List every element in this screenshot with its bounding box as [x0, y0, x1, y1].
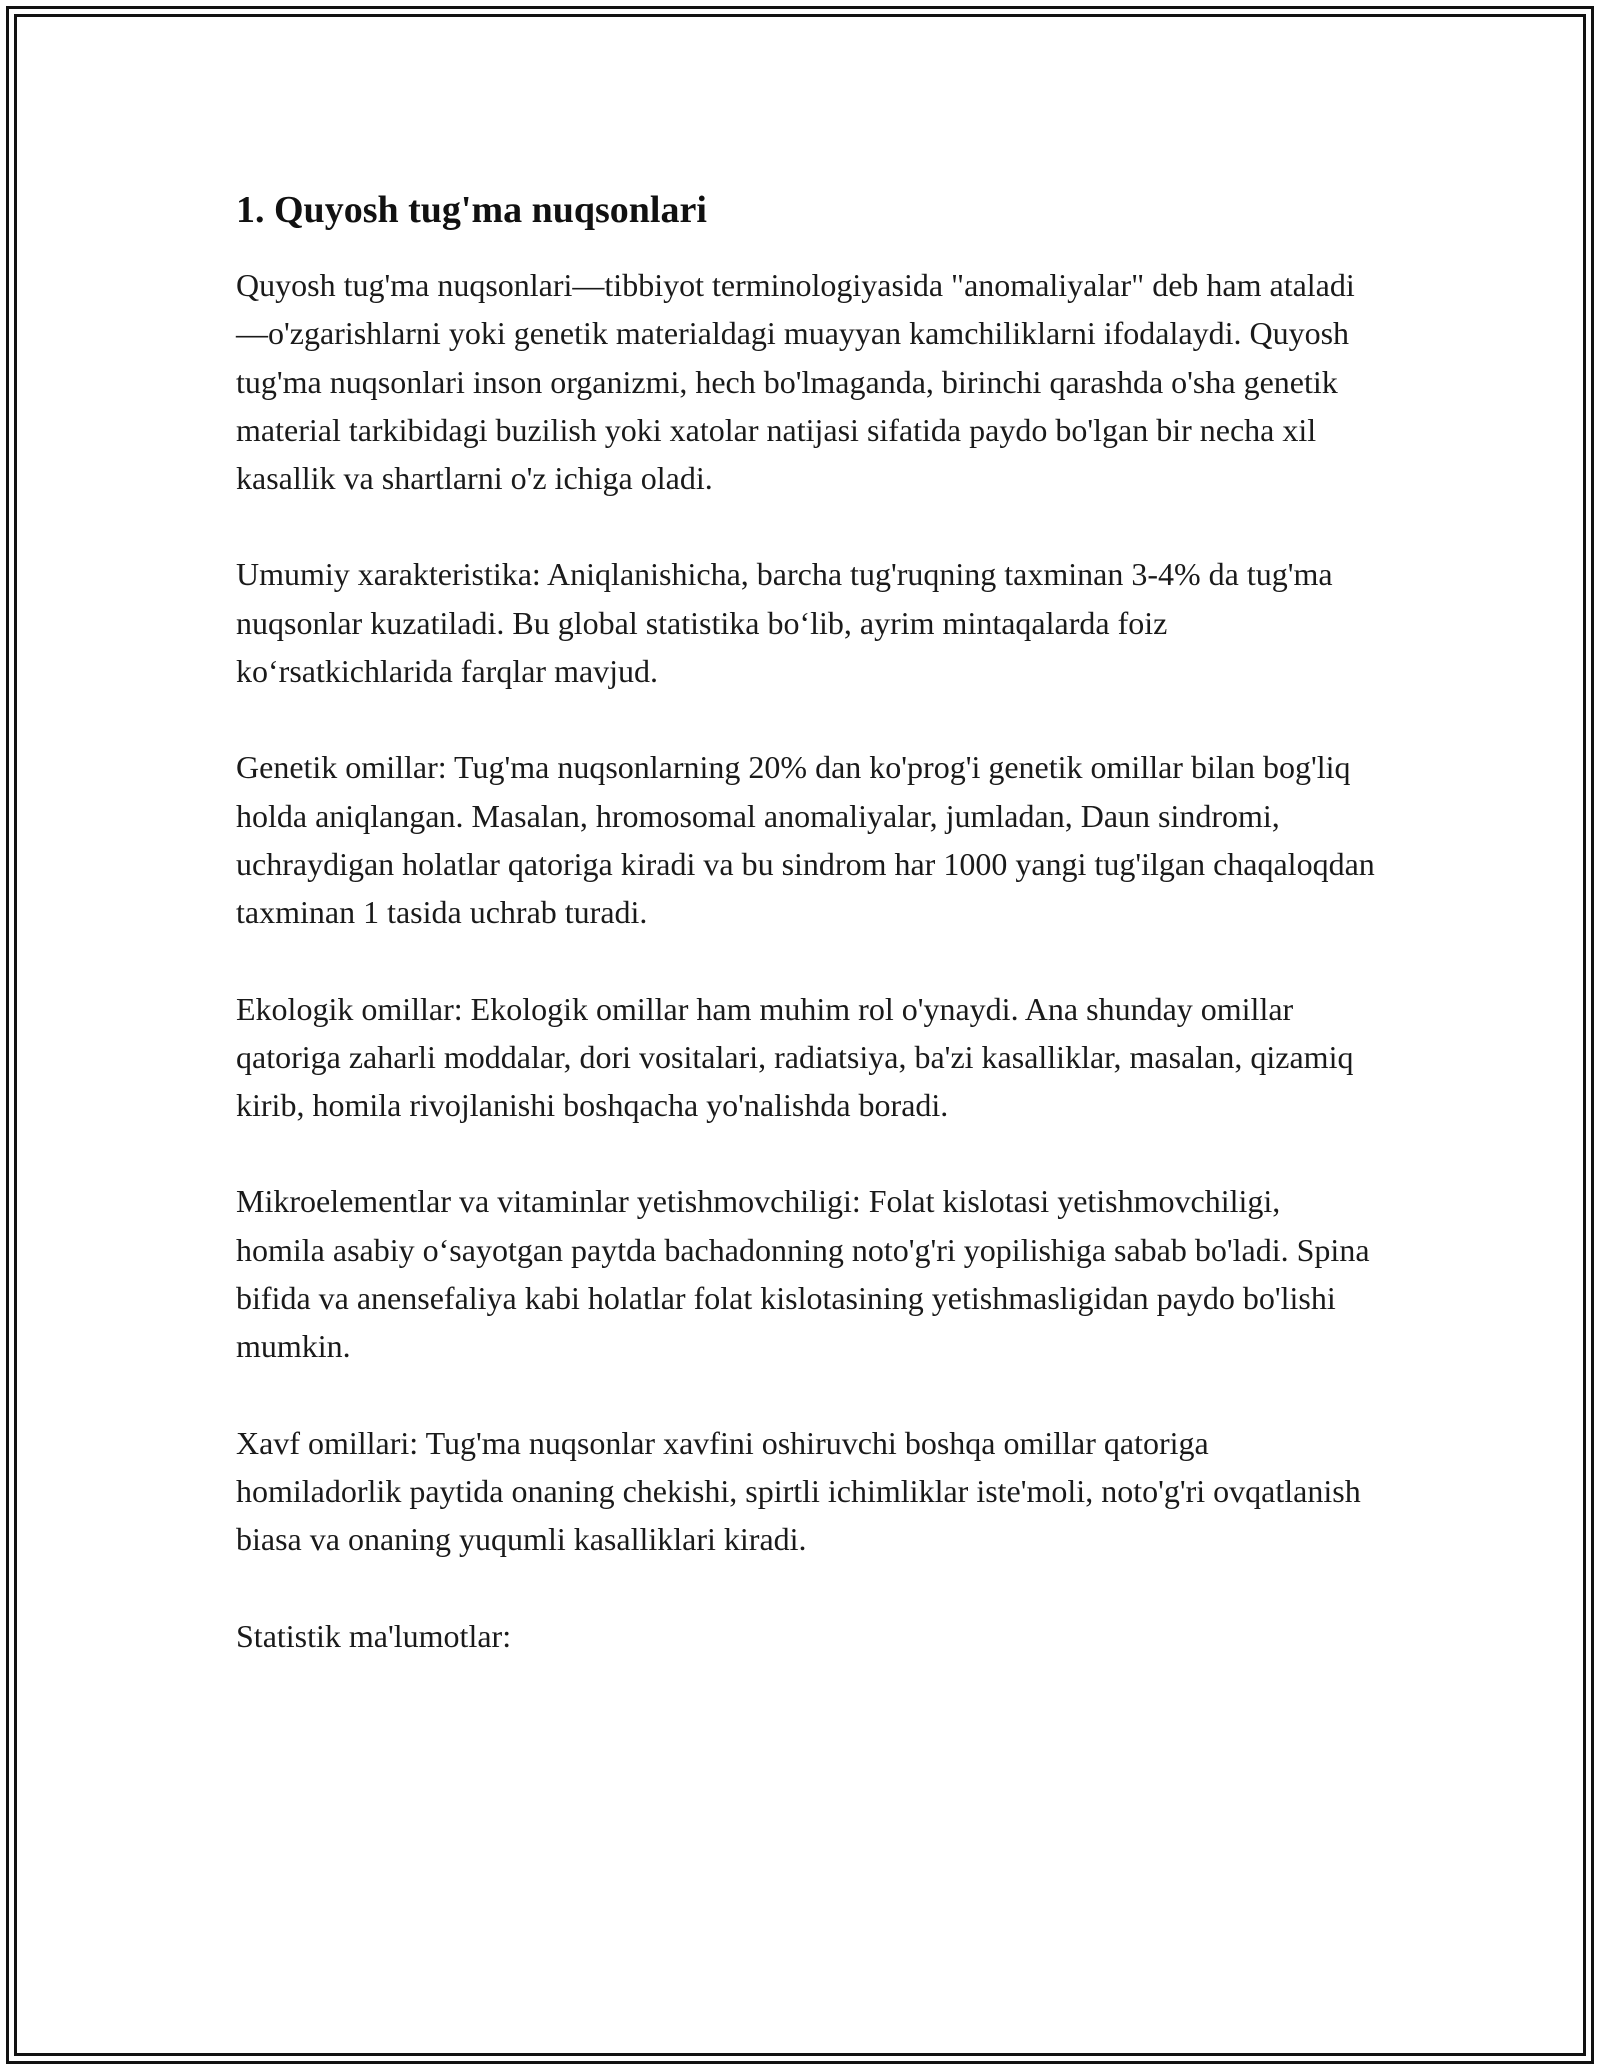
paragraph-intro: Quyosh tug'ma nuqsonlari—tibbiyot terminologiyasida "anomaliyalar" deb ham ataladi—o'zgarishlarni yoki genetik materialdagi muayyan kamchiliklarni ifodalaydi. Quyosh tug'ma nuqsonlari inson organizmi, hech bo'lmaganda, birinchi qarashda o'sha genetik material tarkibidagi buzilish yoki xatolar natijasi sifatida paydo bo'lgan bir necha xil kasallik va shartlarni o'z ichiga oladi.	[236, 267, 1355, 497]
section-heading: 1. Quyosh tug'ma nuqsonlari	[236, 189, 707, 231]
paragraph-genetic-factors: Genetik omillar: Tug'ma nuqsonlarning 20% dan ko'prog'i genetik omillar bilan bog'liq holda aniqlangan. Masalan, hromosomal anomaliyalar, jumladan, Daun sindromi, uchraydigan holatlar qatoriga kiradi va bu sindrom har 1000 yangi tug'ilgan chaqaloqdan taxminan 1 tasida uchrab turadi.	[236, 749, 1375, 931]
paragraph-micronutrients: Mikroelementlar va vitaminlar yetishmovchiligi: Folat kislotasi yetishmovchiligi, homila asabiy o‘sayotgan paytda bachadonning noto'g'ri yopilishiga sabab bo'ladi. Spina bifida va anensefaliya kabi holatlar folat kislotasining yetishmasligidan paydo bo'lishi mumkin.	[236, 1183, 1370, 1365]
document-body	[236, 186, 1376, 1660]
paragraph-statistics: Statistik ma'lumotlar:	[236, 1617, 512, 1654]
paragraph-general-characteristics: Umumiy xarakteristika: Aniqlanishicha, barcha tug'ruqning taxminan 3-4% da tug'ma nuqsonlar kuzatiladi. Bu global statistika bo‘lib, ayrim mintaqalarda foiz ko‘rsatkichlarida farqlar mavjud.	[236, 556, 1333, 690]
paragraph-risk-factors: Xavf omillari: Tug'ma nuqsonlar xavfini oshiruvchi boshqa omillar qatoriga homiladorlik paytida onaning chekishi, spirtli ichimliklar iste'moli, noto'g'ri ovqatlanish biasa va onaning yuqumli kasalliklari kiradi.	[236, 1424, 1361, 1558]
paragraph-ecological-factors: Ekologik omillar: Ekologik omillar ham muhim rol o'ynaydi. Ana shunday omillar qatoriga zaharli moddalar, dori vositalari, radiatsiya, ba'zi kasalliklar, masalan, qizamiq kirib, homila rivojlanishi boshqacha yo'nalishda boradi.	[236, 990, 1354, 1124]
